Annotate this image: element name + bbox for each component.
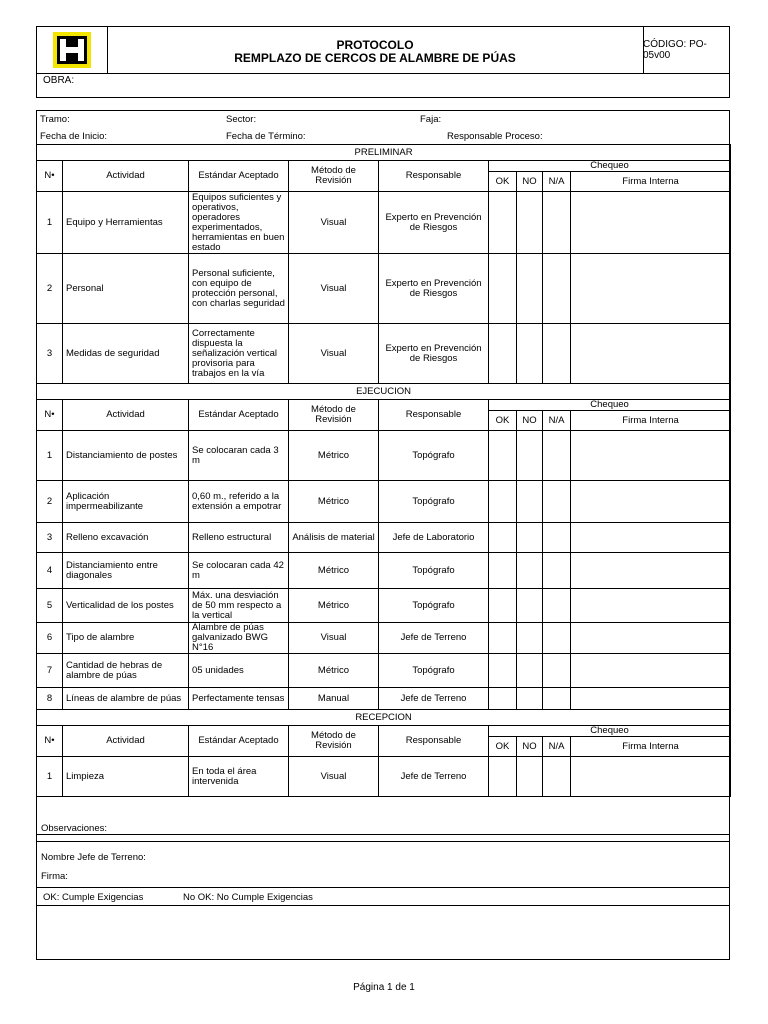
check-no-cell[interactable] xyxy=(517,254,543,324)
row-estandar: Se colocaran cada 3 m xyxy=(189,431,289,481)
ok-header: OK xyxy=(489,172,517,192)
check-na-cell[interactable] xyxy=(543,623,571,654)
firma-label[interactable]: Firma: xyxy=(41,871,68,882)
section-title-ejecucion: EJECUCION xyxy=(37,384,731,400)
observaciones-label: Observaciones: xyxy=(41,823,108,834)
no-header: NO xyxy=(517,172,543,192)
col-responsable-header: Responsable xyxy=(379,726,489,757)
firma-header: Firma Interna xyxy=(571,172,731,192)
row-actividad: Verticalidad de los postes xyxy=(63,589,189,623)
col-estandar-header: Estándar Aceptado xyxy=(189,726,289,757)
row-estandar: 0,60 m., referido a la extensión a empotrar xyxy=(189,481,289,523)
col-estandar-header: Estándar Aceptado xyxy=(189,400,289,431)
document-title xyxy=(107,27,644,73)
row-number: 1 xyxy=(37,757,63,797)
row-number: 7 xyxy=(37,654,63,688)
row-responsable: Jefe de Laboratorio xyxy=(379,523,489,553)
section-row-preliminar xyxy=(37,145,731,161)
title-line-1: PROTOCOLO xyxy=(336,38,414,52)
col-n-header: N• xyxy=(37,726,63,757)
document-code: CÓDIGO: PO-05v00 xyxy=(643,39,707,61)
row-number: 3 xyxy=(37,523,63,553)
row-responsable: Topógrafo xyxy=(379,553,489,589)
row-metodo: Métrico xyxy=(289,654,379,688)
row-metodo: Métrico xyxy=(289,431,379,481)
no-header: NO xyxy=(517,737,543,757)
sector-field[interactable]: Sector: xyxy=(226,114,257,125)
row-estandar: Alambre de púas galvanizado BWG N°16 xyxy=(189,623,289,654)
check-na-cell[interactable] xyxy=(543,654,571,688)
row-metodo: Visual xyxy=(289,324,379,384)
row-metodo: Visual xyxy=(289,254,379,324)
check-firma-cell[interactable] xyxy=(571,481,731,523)
check-ok-cell[interactable] xyxy=(489,431,517,481)
col-metodo-header: Método de Revisión xyxy=(289,726,379,757)
fecha-termino-field[interactable]: Fecha de Término: xyxy=(226,131,306,142)
check-ok-cell[interactable] xyxy=(489,481,517,523)
col-actividad-header: Actividad xyxy=(63,726,189,757)
row-actividad: Personal xyxy=(63,254,189,324)
row-estandar: Se colocaran cada 42 m xyxy=(189,553,289,589)
section-row-ejecucion xyxy=(37,384,731,400)
check-no-cell[interactable] xyxy=(517,589,543,623)
check-firma-cell[interactable] xyxy=(571,254,731,324)
na-header: N/A xyxy=(543,172,571,192)
check-no-cell[interactable] xyxy=(517,324,543,384)
check-no-cell[interactable] xyxy=(517,757,543,797)
firma-header: Firma Interna xyxy=(571,737,731,757)
table-row xyxy=(37,324,731,384)
row-number: 4 xyxy=(37,553,63,589)
row-actividad: Cantidad de hebras de alambre de púas xyxy=(63,654,189,688)
row-estandar: Máx. una desviación de 50 mm respecto a la vertical xyxy=(189,589,289,623)
row-responsable: Topógrafo xyxy=(379,589,489,623)
row-responsable: Topógrafo xyxy=(379,431,489,481)
table-row xyxy=(37,553,731,589)
col-responsable-header: Responsable xyxy=(379,400,489,431)
fecha-inicio-field[interactable]: Fecha de Inicio: xyxy=(40,131,108,142)
check-na-cell[interactable] xyxy=(543,192,571,254)
row-actividad: Distanciamiento de postes xyxy=(63,431,189,481)
row-responsable: Experto en Prevención de Riesgos xyxy=(379,192,489,254)
check-ok-cell[interactable] xyxy=(489,192,517,254)
check-na-cell[interactable] xyxy=(543,481,571,523)
check-no-cell[interactable] xyxy=(517,481,543,523)
logo-icon xyxy=(37,27,107,73)
check-ok-cell[interactable] xyxy=(489,523,517,553)
col-n-header: N• xyxy=(37,161,63,192)
faja-field[interactable]: Faja: xyxy=(420,114,442,125)
check-ok-cell[interactable] xyxy=(489,324,517,384)
check-ok-cell[interactable] xyxy=(489,688,517,710)
check-na-cell[interactable] xyxy=(543,523,571,553)
table-row xyxy=(37,688,731,710)
check-firma-cell[interactable] xyxy=(571,688,731,710)
check-na-cell[interactable] xyxy=(543,688,571,710)
protocol-table xyxy=(36,144,731,797)
col-actividad-header: Actividad xyxy=(63,161,189,192)
check-firma-cell[interactable] xyxy=(571,523,731,553)
table-row xyxy=(37,481,731,523)
responsable-proceso-field[interactable]: Responsable Proceso: xyxy=(447,131,543,142)
check-na-cell[interactable] xyxy=(543,757,571,797)
na-header: N/A xyxy=(543,411,571,431)
row-estandar: Perfectamente tensas xyxy=(189,688,289,710)
row-actividad: Líneas de alambre de púas xyxy=(63,688,189,710)
document-header xyxy=(36,26,730,98)
obra-row xyxy=(37,73,729,98)
check-ok-cell[interactable] xyxy=(489,623,517,654)
check-no-cell[interactable] xyxy=(517,431,543,481)
row-actividad: Limpieza xyxy=(63,757,189,797)
col-metodo-header: Método de Revisión xyxy=(289,400,379,431)
row-metodo: Visual xyxy=(289,192,379,254)
row-actividad: Relleno excavación xyxy=(63,523,189,553)
row-metodo: Métrico xyxy=(289,589,379,623)
obra-label: OBRA: xyxy=(43,75,75,86)
nombre-jefe-label[interactable]: Nombre Jefe de Terreno: xyxy=(41,852,146,863)
check-firma-cell[interactable] xyxy=(571,654,731,688)
check-na-cell[interactable] xyxy=(543,553,571,589)
row-estandar: En toda el área intervenida xyxy=(189,757,289,797)
check-na-cell[interactable] xyxy=(543,431,571,481)
row-number: 2 xyxy=(37,481,63,523)
row-responsable: Jefe de Terreno xyxy=(379,688,489,710)
check-no-cell[interactable] xyxy=(517,688,543,710)
title-line-2: REMPLAZO DE CERCOS DE ALAMBRE DE PÚAS xyxy=(234,51,516,65)
row-number: 1 xyxy=(37,192,63,254)
row-estandar: Personal suficiente, con equipo de protección personal, con charlas seguridad xyxy=(189,254,289,324)
row-estandar: Equipos suficientes y operativos, operadores experimentados, herramientas en buen estado xyxy=(189,192,289,254)
check-ok-cell[interactable] xyxy=(489,757,517,797)
check-no-cell[interactable] xyxy=(517,523,543,553)
table-row xyxy=(37,254,731,324)
table-row xyxy=(37,523,731,553)
row-estandar: Relleno estructural xyxy=(189,523,289,553)
row-number: 3 xyxy=(37,324,63,384)
check-firma-cell[interactable] xyxy=(571,757,731,797)
col-responsable-header: Responsable xyxy=(379,161,489,192)
chequeo-header: Chequeo xyxy=(489,161,731,172)
chequeo-header: Chequeo xyxy=(489,400,731,411)
na-header: N/A xyxy=(543,737,571,757)
table-row xyxy=(37,431,731,481)
check-firma-cell[interactable] xyxy=(571,324,731,384)
company-logo xyxy=(37,27,108,73)
row-responsable: Experto en Prevención de Riesgos xyxy=(379,324,489,384)
check-ok-cell[interactable] xyxy=(489,254,517,324)
row-number: 6 xyxy=(37,623,63,654)
check-firma-cell[interactable] xyxy=(571,192,731,254)
check-no-cell[interactable] xyxy=(517,192,543,254)
row-responsable: Topógrafo xyxy=(379,654,489,688)
table-row xyxy=(37,757,731,797)
no-header: NO xyxy=(517,411,543,431)
check-ok-cell[interactable] xyxy=(489,589,517,623)
row-metodo: Análisis de material xyxy=(289,523,379,553)
check-na-cell[interactable] xyxy=(543,324,571,384)
col-estandar-header: Estándar Aceptado xyxy=(189,161,289,192)
section-title-preliminar: PRELIMINAR xyxy=(37,145,731,161)
col-metodo-header: Método de Revisión xyxy=(289,161,379,192)
check-na-cell[interactable] xyxy=(543,254,571,324)
row-metodo: Visual xyxy=(289,623,379,654)
row-responsable: Jefe de Terreno xyxy=(379,623,489,654)
column-header-recepcion xyxy=(37,726,731,737)
table-row xyxy=(37,654,731,688)
section-row-recepcion xyxy=(37,710,731,726)
check-firma-cell[interactable] xyxy=(571,553,731,589)
page-number: Página 1 de 1 xyxy=(353,982,415,993)
table-row xyxy=(37,589,731,623)
row-metodo: Métrico xyxy=(289,481,379,523)
check-firma-cell[interactable] xyxy=(571,431,731,481)
column-header-preliminar xyxy=(37,161,731,172)
table-row xyxy=(37,623,731,654)
row-responsable: Experto en Prevención de Riesgos xyxy=(379,254,489,324)
check-ok-cell[interactable] xyxy=(489,553,517,589)
row-responsable: Jefe de Terreno xyxy=(379,757,489,797)
row-number: 2 xyxy=(37,254,63,324)
row-actividad: Aplicación impermeabilizante xyxy=(63,481,189,523)
col-n-header: N• xyxy=(37,400,63,431)
check-no-cell[interactable] xyxy=(517,654,543,688)
table-row xyxy=(37,192,731,254)
row-metodo: Visual xyxy=(289,757,379,797)
column-header-ejecucion xyxy=(37,400,731,411)
row-actividad: Equipo y Herramientas xyxy=(63,192,189,254)
check-na-cell[interactable] xyxy=(543,589,571,623)
check-firma-cell[interactable] xyxy=(571,623,731,654)
row-number: 5 xyxy=(37,589,63,623)
row-actividad: Medidas de seguridad xyxy=(63,324,189,384)
legend-ok: OK: Cumple Exigencias xyxy=(43,892,144,903)
protocol-form xyxy=(36,110,730,960)
check-ok-cell[interactable] xyxy=(489,654,517,688)
section-title-recepcion: RECEPCION xyxy=(37,710,731,726)
check-no-cell[interactable] xyxy=(517,623,543,654)
firma-header: Firma Interna xyxy=(571,411,731,431)
row-number: 1 xyxy=(37,431,63,481)
col-actividad-header: Actividad xyxy=(63,400,189,431)
ok-header: OK xyxy=(489,411,517,431)
check-firma-cell[interactable] xyxy=(571,589,731,623)
row-actividad: Tipo de alambre xyxy=(63,623,189,654)
tramo-field[interactable]: Tramo: xyxy=(40,114,70,125)
row-metodo: Manual xyxy=(289,688,379,710)
row-metodo: Métrico xyxy=(289,553,379,589)
legend-no-ok: No OK: No Cumple Exigencias xyxy=(183,892,313,903)
row-actividad: Distanciamiento entre diagonales xyxy=(63,553,189,589)
row-estandar: 05 unidades xyxy=(189,654,289,688)
ok-header: OK xyxy=(489,737,517,757)
row-number: 8 xyxy=(37,688,63,710)
check-no-cell[interactable] xyxy=(517,553,543,589)
chequeo-header: Chequeo xyxy=(489,726,731,737)
row-estandar: Correctamente dispuesta la señalización vertical provisoria para trabajos en la vía xyxy=(189,324,289,384)
row-responsable: Topógrafo xyxy=(379,481,489,523)
